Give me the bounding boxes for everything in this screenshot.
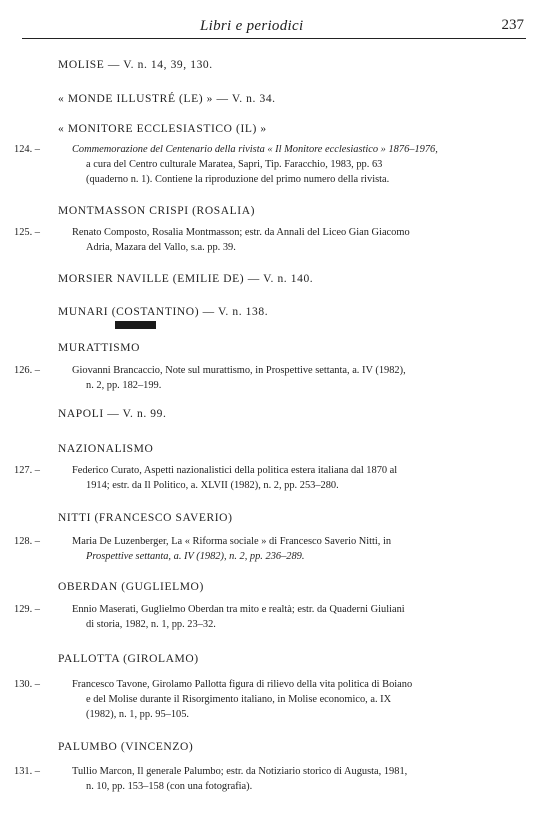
entry-line: Renato Composto, Rosalia Montmasson; estr. da Annali del Liceo Gian Giacomo	[72, 227, 410, 238]
page-number: 237	[501, 17, 524, 33]
entry-124	[14, 143, 482, 187]
heading-molise: MOLISE — V. n. 14, 39, 130.	[58, 59, 213, 71]
entry-131	[14, 765, 482, 795]
entry-line: n. 2, pp. 182–199.	[86, 379, 162, 391]
running-header	[22, 14, 526, 39]
entry-line: 1914; estr. da Il Politico, a. XLVII (1982), n. 2, pp. 253–280.	[86, 479, 339, 491]
entry-line: Prospettive settanta, a. IV (1982), n. 2, pp. 236–289.	[86, 550, 305, 562]
entry-129	[14, 603, 482, 633]
entry-number: 127. –	[14, 465, 40, 476]
heading-morsier-naville: MORSIER NAVILLE (EMILIE DE) — V. n. 140.	[58, 273, 314, 285]
entry-line: (quaderno n. 1). Contiene la riproduzione del primo numero della rivista.	[86, 173, 390, 185]
entry-number: 124. –	[14, 144, 40, 155]
entry-line: (1982), n. 1, pp. 95–105.	[86, 708, 190, 720]
entry-number: 128. –	[14, 536, 40, 547]
entry-number: 130. –	[14, 679, 40, 690]
ink-blot	[115, 321, 156, 329]
heading-palumbo: PALUMBO (VINCENZO)	[58, 741, 194, 753]
heading-pallotta: PALLOTTA (GIROLAMO)	[58, 653, 199, 665]
entry-line: e del Molise durante il Risorgimento italiano, in Molise economico, a. IX	[86, 693, 392, 705]
entry-line: Maria De Luzenberger, La « Riforma sociale » di Francesco Saverio Nitti, in	[72, 536, 392, 547]
entry-number: 129. –	[14, 604, 40, 615]
entry-number: 126. –	[14, 365, 40, 376]
heading-nazionalismo: NAZIONALISMO	[58, 443, 154, 455]
heading-munari: MUNARI (COSTANTINO) — V. n. 138.	[58, 306, 269, 318]
entry-number: 131. –	[14, 766, 40, 777]
entry-127	[14, 464, 482, 494]
entry-line: Ennio Maserati, Guglielmo Oberdan tra mito e realtà; estr. da Quaderni Giuliani	[72, 604, 405, 615]
heading-montmasson-crispi: MONTMASSON CRISPI (ROSALIA)	[58, 205, 256, 217]
entry-line: Francesco Tavone, Girolamo Pallotta figura di rilievo della vita politica di Boiano	[72, 679, 413, 690]
entry-125	[14, 226, 482, 256]
entry-line: Giovanni Brancaccio, Note sul murattismo, in Prospettive settanta, a. IV (1982),	[72, 365, 406, 376]
entry-128	[14, 535, 482, 565]
heading-napoli: NAPOLI — V. n. 99.	[58, 408, 167, 420]
entry-line: di storia, 1982, n. 1, pp. 23–32.	[86, 618, 216, 630]
heading-nitti: NITTI (FRANCESCO SAVERIO)	[58, 512, 233, 524]
heading-murattismo: MURATTISMO	[58, 342, 141, 354]
entry-130	[14, 678, 482, 722]
entry-line: Adria, Mazara del Vallo, s.a. pp. 39.	[86, 241, 236, 253]
heading-oberdan: OBERDAN (GUGLIELMO)	[58, 581, 204, 593]
entry-number: 125. –	[14, 227, 40, 238]
entry-line: Tullio Marcon, Il generale Palumbo; estr. da Notiziario storico di Augusta, 1981,	[72, 766, 408, 777]
entry-line: a cura del Centro culturale Maratea, Sapri, Tip. Faracchio, 1983, pp. 63	[86, 158, 383, 170]
entry-line: Federico Curato, Aspetti nazionalistici della politica estera italiana dal 1870 al	[72, 465, 398, 476]
heading-monde-illustre: « MONDE ILLUSTRÉ (LE) » — V. n. 34.	[58, 93, 276, 105]
entry-line: n. 10, pp. 153–158 (con una fotografia).	[86, 780, 253, 792]
entry-126	[14, 364, 482, 394]
running-title: Libri e periodici	[200, 18, 304, 34]
entry-line: Commemorazione del Centenario della rivista « Il Monitore ecclesiastico » 1876–1976,	[72, 144, 438, 155]
heading-monitore-ecclesiastico: « MONITORE ECCLESIASTICO (IL) »	[58, 123, 267, 135]
